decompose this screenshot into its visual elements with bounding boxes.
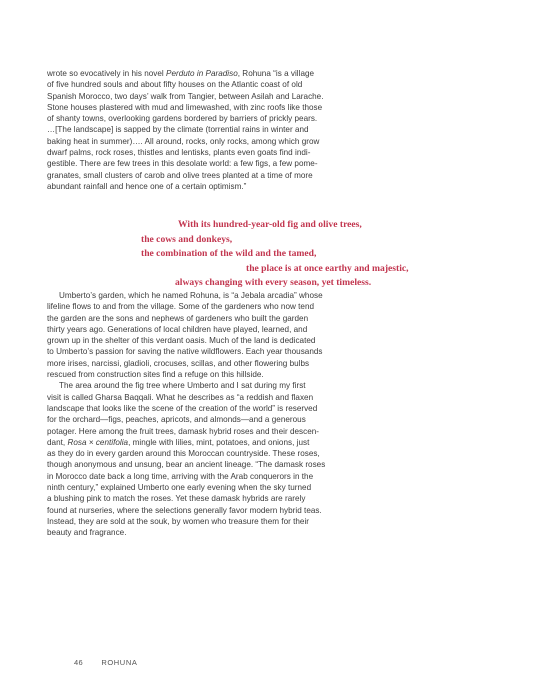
text-line: the garden are the sons and nephews of gardeners who built the garden <box>47 313 309 323</box>
text-line: in Morocco date back a long time, arriving with the Arab conquerors in the <box>47 471 314 481</box>
pull-quote-line: the cows and donkeys, <box>141 233 233 245</box>
body-text-bottom <box>47 290 517 539</box>
text-line: a blushing pink to match the roses. Yet these damask hybrids are rarely <box>47 494 306 504</box>
text-line: to Umberto’s passion for saving the native wildflowers. Each year thousands <box>47 347 323 357</box>
text-line: of shanty towns, overlooking gardens bordered by barriers of prickly pears. <box>47 114 318 124</box>
running-head: ROHUNA <box>101 658 138 667</box>
text-line: dwarf palms, rock roses, thistles and lentisks, plants even goats find indi- <box>47 148 311 158</box>
text-line: thirty years ago. Generations of local children have played, learned, and <box>47 324 308 334</box>
body-text-top <box>47 68 517 192</box>
text-line: Umberto’s garden, which he named Rohuna, is “a Jebala arcadia” whose <box>59 291 323 300</box>
text-line: though anonymous and unsung, bear an ancient lineage. “The damask roses <box>47 460 326 470</box>
pull-quote-line: With its hundred-year-old fig and olive trees, <box>178 219 362 230</box>
text-line: Stone houses plastered with mud and limewashed, with zinc roofs like those <box>47 102 323 112</box>
text-line: found at nurseries, where the selections generally favor modern hybrid teas. <box>47 505 322 515</box>
pull-quote-line: the place is at once earthy and majestic, <box>246 262 409 274</box>
text-line: landscape that looks like the scene of the creation of the world” is reserved <box>47 403 318 413</box>
text-line: for the orchard—figs, peaches, apricots, and almonds—and a generous <box>47 415 306 425</box>
text-run: dant, <box>47 437 68 447</box>
text-line: beauty and fragrance. <box>47 528 127 538</box>
text-run: wrote so evocatively in his novel <box>47 69 166 78</box>
text-line: rescued from construction sites find a refuge on this hillside. <box>47 370 264 380</box>
pull-quote-line: always changing with every season, yet timeless. <box>175 277 372 288</box>
text-line: Instead, they are sold at the souk, by women who treasure them for their <box>47 516 310 526</box>
text-line: Spanish Morocco, two days’ walk from Tangier, between Asilah and Larache. <box>47 91 324 101</box>
text-line: gestible. There are few trees in this desolate world: a few figs, a few pome- <box>47 159 318 169</box>
pull-quote-line: the combination of the wild and the tamed, <box>141 248 317 259</box>
page-number: 46 <box>74 658 83 667</box>
botanical-name: Rosa × centifolia <box>67 437 129 447</box>
text-line: grown up in the shelter of this verdant oasis. Much of the land is dedicated <box>47 336 316 346</box>
text-line: granates, small clusters of carob and olive trees planted at a time of more <box>47 170 313 180</box>
text-run: , Rohuna “is a village <box>237 69 315 78</box>
text-line: abundant rainfall and hence one of a certain optimism.” <box>47 181 247 191</box>
text-line: potager. Here among the fruit trees, damask hybrid roses and their descen- <box>47 426 320 436</box>
text-line: of five hundred souls and about fifty houses on the Atlantic coast of old <box>47 80 303 90</box>
text-line: lifeline flows to and from the village. Some of the gardeners who now tend <box>47 302 315 312</box>
text-line <box>47 437 517 448</box>
book-title: Perduto in Paradiso <box>166 69 238 78</box>
text-line: baking heat in summer)…. All around, rocks, only rocks, among which grow <box>47 136 320 146</box>
text-line <box>47 68 517 79</box>
text-line: …[The landscape] is sapped by the climate (torrential rains in winter and <box>47 125 309 135</box>
text-line: visit is called Gharsa Baqqali. What he describes as “a reddish and flaxen <box>47 392 314 402</box>
page-footer <box>74 658 137 667</box>
text-line: The area around the fig tree where Umberto and I sat during my first <box>59 381 306 391</box>
text-run: , mingle with lilies, mint, potatoes, and onions, just <box>128 437 310 447</box>
text-line: more irises, narcissi, gladioli, crocuses, scillas, and other flowering bulbs <box>47 358 310 368</box>
text-line: ninth century,” explained Umberto one early evening when the sky turned <box>47 483 312 493</box>
text-line: as they do in every garden around this Moroccan countryside. These roses, <box>47 449 320 459</box>
